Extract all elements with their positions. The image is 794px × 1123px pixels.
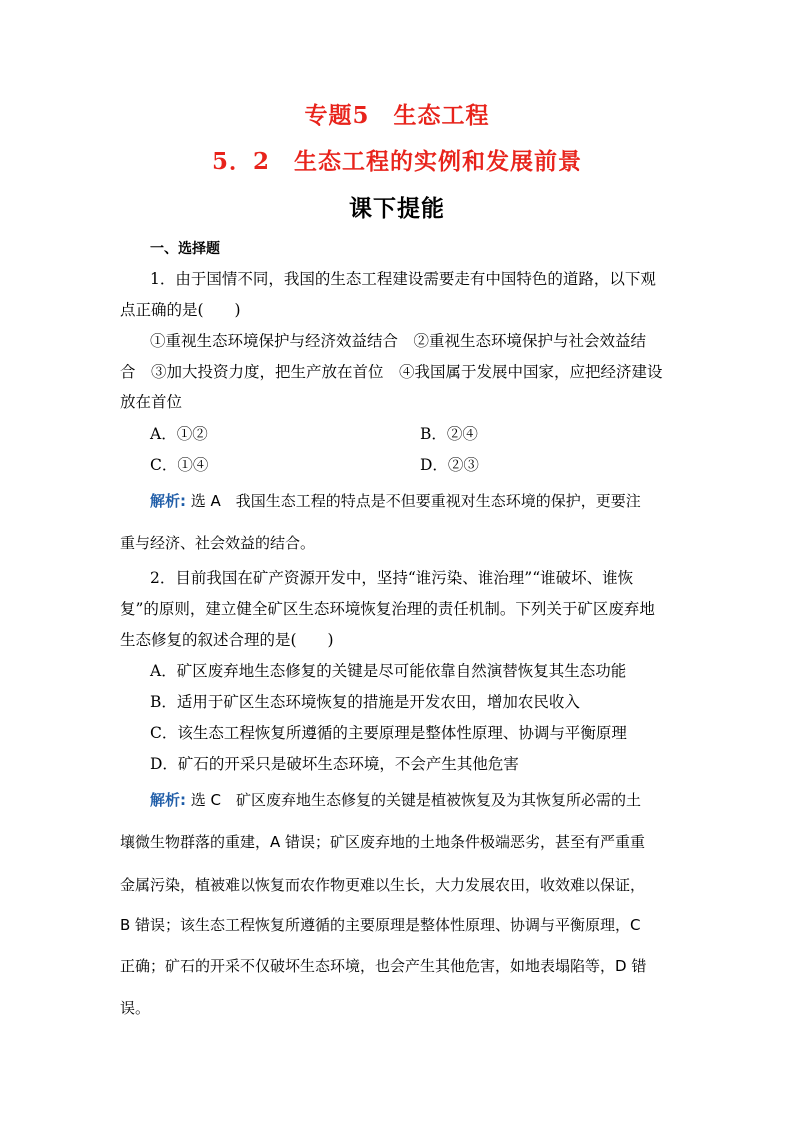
q1-line-1: 1．由于国情不同，我国的生态工程建设需要走有中国特色的道路，以下观 — [150, 270, 656, 288]
q2-explanation-line-2: 壤微生物群落的重建，A 错误；矿区废弃地的土地条件极端恶劣，甚至有严重重 — [120, 833, 646, 851]
section-title: 5．2 生态工程的实例和发展前景 — [211, 148, 582, 175]
q2-explanation-line-5: 正确；矿石的开采不仅破坏生态环境，也会产生其他危害，如地表塌陷等，D 错 — [120, 957, 647, 975]
q2-line-3: 生态修复的叙述合理的是( ) — [120, 631, 334, 649]
q1-explanation-line-2: 重与经济、社会效益的结合。 — [120, 534, 316, 552]
q2-option-d: D．矿石的开采只是破坏生态环境，不会产生其他危害 — [150, 755, 519, 773]
q2-option-a: A．矿区废弃地生态修复的关键是尽可能依靠自然演替恢复其生态功能 — [150, 662, 627, 680]
q1-explanation-label: 解析: — [150, 492, 186, 510]
q2-explanation-text-1: 选 C 矿区废弃地生态修复的关键是植被恢复及为其恢复所必需的土 — [186, 791, 642, 809]
q1-option-b: B．②④ — [420, 425, 478, 443]
q1-line-2: 点正确的是( ) — [120, 301, 241, 319]
q2-explanation-line-3: 金属污染，植被难以恢复而农作物更难以生长，大力发展农田，收效难以保证， — [120, 876, 646, 894]
q1-option-c: C．①④ — [150, 456, 209, 474]
q2-explanation-line-4: B 错误；该生态工程恢复所遵循的主要原理是整体性原理、协调与平衡原理，C — [120, 916, 641, 934]
q1-explanation-text-1: 选 A 我国生态工程的特点是不但要重视对生态环境的保护，更要注 — [186, 492, 641, 510]
q1-line-4: 合 ③加大投资力度，把生产放在首位 ④我国属于发展中国家，应把经济建设 — [120, 363, 663, 381]
section-heading: 一、选择题 — [150, 241, 220, 257]
q2-option-c: C．该生态工程恢复所遵循的主要原理是整体性原理、协调与平衡原理 — [150, 724, 627, 742]
topic-title: 专题5 生态工程 — [304, 102, 490, 129]
q2-explanation-line-1 — [150, 790, 680, 810]
q2-explanation-line-6: 误。 — [120, 999, 151, 1017]
q2-line-2: 复”的原则，建立健全矿区生态环境恢复治理的责任机制。下列关于矿区废弃地 — [120, 600, 655, 618]
q2-option-b: B．适用于矿区生态环境恢复的措施是开发农田，增加农民收入 — [150, 693, 580, 711]
q1-line-5: 放在首位 — [120, 393, 183, 411]
subtitle: 课下提能 — [349, 195, 445, 222]
q2-line-1: 2．目前我国在矿产资源开发中，坚持“谁污染、谁治理”“谁破坏、谁恢 — [150, 569, 634, 587]
q1-option-d: D．②③ — [420, 456, 479, 474]
q1-option-a: A．①② — [150, 425, 208, 443]
q1-explanation-line-1 — [150, 491, 680, 511]
q2-explanation-label: 解析: — [150, 791, 186, 809]
q1-line-3: ①重视生态环境保护与经济效益结合 ②重视生态环境保护与社会效益结 — [150, 332, 647, 350]
